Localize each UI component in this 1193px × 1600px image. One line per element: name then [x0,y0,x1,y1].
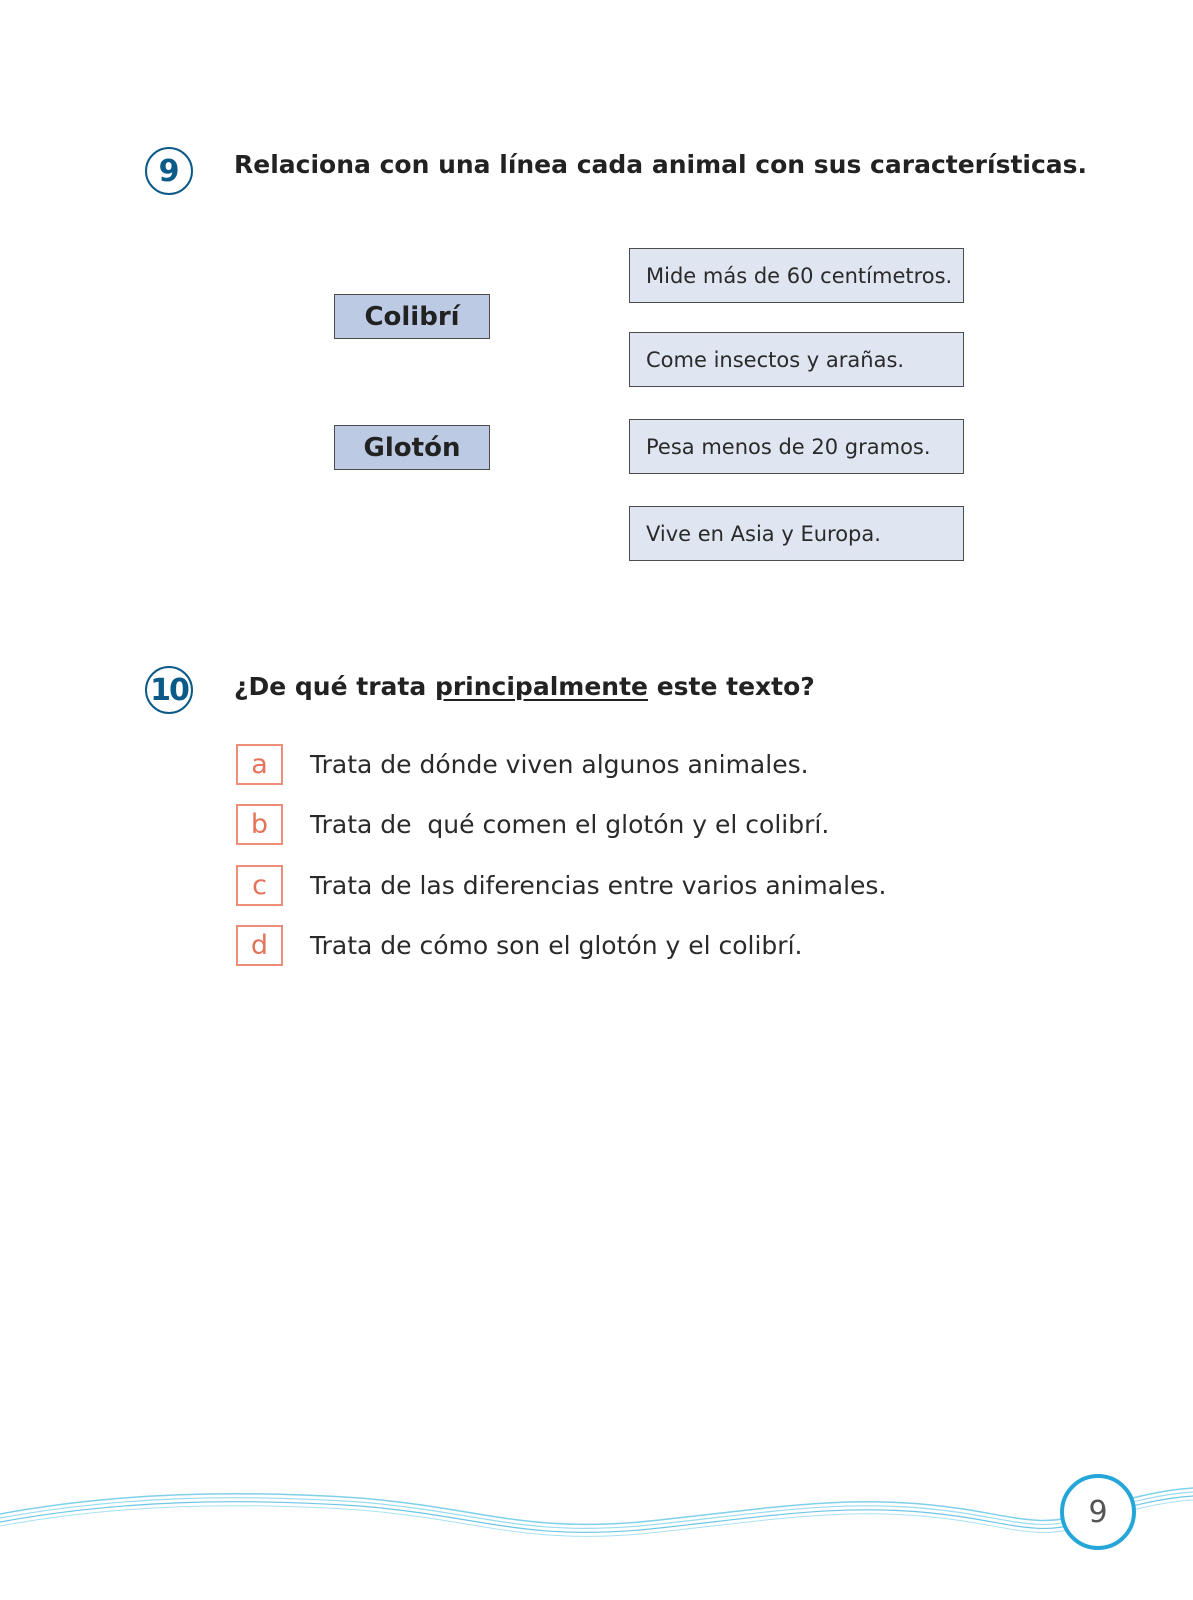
feature-box-4[interactable]: Vive en Asia y Europa. [629,506,964,561]
option-b-text: Trata de qué comen el glotón y el colibrí. [310,810,830,839]
animal-box-gloton[interactable]: Glotón [334,425,490,470]
feature-box-3[interactable]: Pesa menos de 20 gramos. [629,419,964,474]
question-10-prompt-underlined: principalmente [434,672,648,701]
page-number-text: 9 [1088,1494,1108,1530]
option-c-text: Trata de las diferencias entre varios animales. [310,871,887,900]
option-c-letter[interactable]: c [236,865,283,906]
footer-wave-decoration [0,1450,1193,1560]
question-10-prompt-start: ¿De qué trata [234,672,435,701]
feature-box-1[interactable]: Mide más de 60 centímetros. [629,248,964,303]
question-9-prompt: Relaciona con una línea cada animal con sus características. [234,150,1088,179]
question-10-number [145,666,193,714]
page-number-badge [1060,1474,1136,1550]
question-10-prompt-end: este texto? [647,672,815,701]
question-9-number [145,147,193,195]
question-9-number-text: 9 [158,153,180,189]
option-c[interactable] [236,865,886,906]
option-a-text: Trata de dónde viven algunos animales. [310,750,809,779]
animal-box-colibri[interactable]: Colibrí [334,294,490,339]
option-a-letter[interactable]: a [236,744,283,785]
option-d-text: Trata de cómo son el glotón y el colibrí. [310,931,803,960]
option-b-letter[interactable]: b [236,804,283,845]
option-b[interactable] [236,804,829,845]
question-10-number-text: 10 [150,672,188,708]
feature-box-2[interactable]: Come insectos y arañas. [629,332,964,387]
option-d[interactable] [236,925,802,966]
option-a[interactable] [236,744,809,785]
question-10-prompt [234,672,815,701]
option-d-letter[interactable]: d [236,925,283,966]
